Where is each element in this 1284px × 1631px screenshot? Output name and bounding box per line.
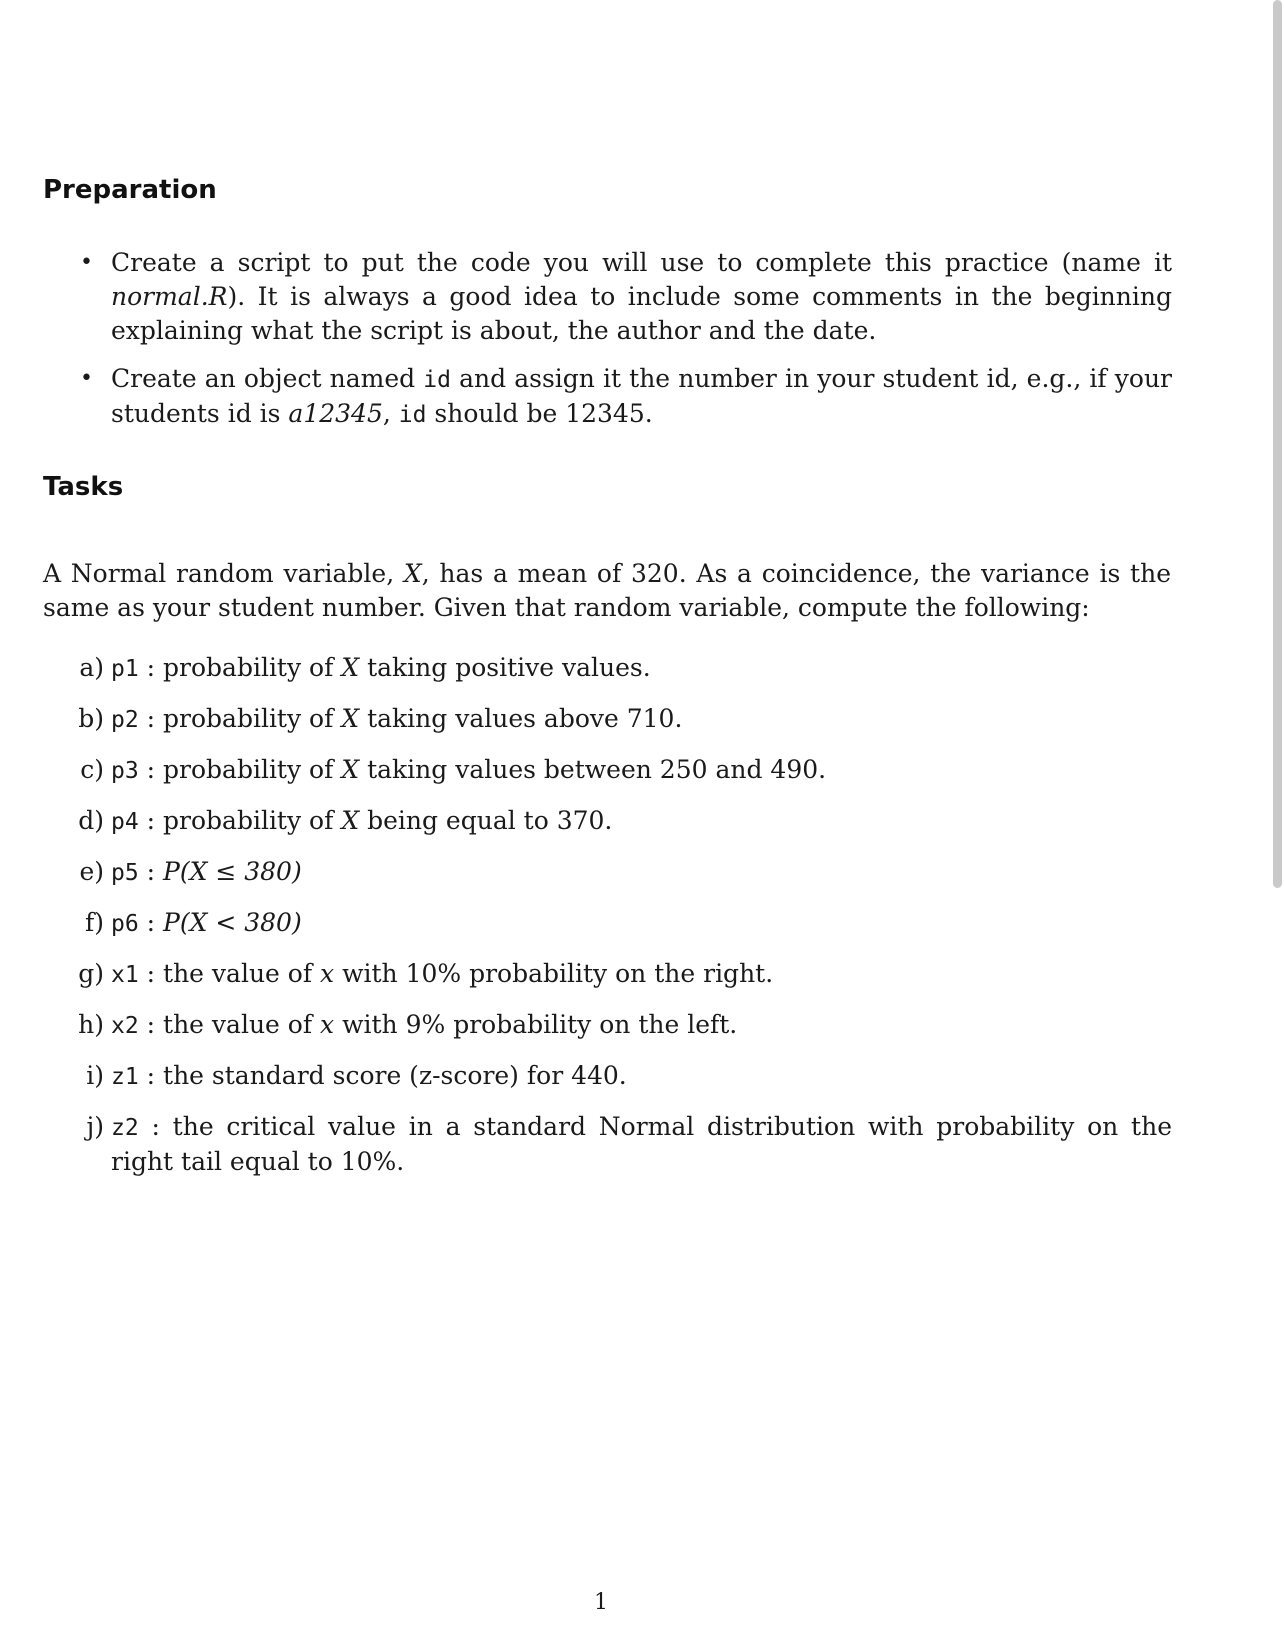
task-marker: c): [80, 755, 104, 784]
task-var: x: [320, 1010, 335, 1039]
tasks-intro-text-1: A Normal random variable,: [43, 559, 404, 588]
prep-2-text-4: should be 12345.: [426, 399, 653, 428]
task-code: x2: [111, 1013, 139, 1039]
task-text-1: probability of: [163, 653, 342, 682]
task-sep: :: [138, 653, 164, 682]
tasks-list: [70, 651, 1172, 1195]
task-text-1: probability of: [163, 704, 342, 733]
task-text-2: taking positive values.: [359, 653, 651, 682]
task-text-1: the critical value in a standard Normal distribution with probability on the right tail equal to 10%.: [111, 1112, 1172, 1176]
task-text-2: being equal to 370.: [359, 806, 613, 835]
task-item-h: [70, 1008, 1172, 1043]
task-marker: d): [78, 806, 104, 835]
task-marker: f): [84, 908, 104, 937]
prep-2-example-id: a12345: [288, 399, 383, 428]
task-item-a: [70, 651, 1172, 686]
tasks-intro-var: X: [403, 559, 422, 588]
task-text-2: with 9% probability on the left.: [334, 1010, 738, 1039]
task-marker: g): [78, 959, 104, 988]
task-var: X: [341, 704, 360, 733]
task-marker: b): [78, 704, 104, 733]
prep-2-text-3: ,: [382, 399, 399, 428]
tasks-intro: [43, 557, 1171, 625]
task-sep: :: [138, 755, 164, 784]
task-sep: :: [138, 908, 164, 937]
prep-2-text-2: and assign it the number in your student id, e.g., if your students id is: [111, 364, 1173, 428]
task-formula: P(X ≤ 380): [163, 857, 302, 886]
task-marker: e): [79, 857, 104, 886]
task-item-e: [70, 855, 1172, 890]
task-var: X: [341, 653, 360, 682]
task-sep: :: [138, 704, 164, 733]
prep-2-text-1: Create an object named: [111, 364, 424, 393]
prep-2-code-1: id: [423, 367, 451, 393]
task-code: p5: [111, 860, 139, 886]
scrollbar-thumb[interactable]: [1273, 0, 1282, 888]
task-item-i: [70, 1059, 1172, 1094]
task-text-2: taking values above 710.: [359, 704, 683, 733]
task-item-b: [70, 702, 1172, 737]
task-sep: :: [138, 806, 164, 835]
task-marker: i): [86, 1061, 104, 1090]
preparation-item-2: [70, 362, 1172, 432]
task-text-2: with 10% probability on the right.: [334, 959, 774, 988]
task-var: X: [341, 755, 360, 784]
tasks-heading: Tasks: [43, 472, 124, 502]
preparation-list: [70, 246, 1172, 446]
task-marker: a): [79, 653, 104, 682]
task-text-1: the standard score (z-score) for 440.: [163, 1061, 627, 1090]
tasks-intro-text-2: , has a mean of 320. As a coincidence, the variance is the same as your student number. Given that random variable, compute the following:: [43, 559, 1171, 622]
prep-1-text-1: Create a script to put the code you will use to complete this practice (name it: [111, 248, 1172, 277]
task-code: z1: [111, 1064, 139, 1090]
task-code: p2: [111, 707, 139, 733]
task-code: p3: [111, 758, 139, 784]
task-text-1: probability of: [163, 806, 342, 835]
prep-2-code-2: id: [398, 402, 427, 428]
task-text-2: taking values between 250 and 490.: [359, 755, 827, 784]
task-marker: j): [86, 1112, 104, 1141]
task-item-f: [70, 906, 1172, 941]
task-text-1: the value of: [163, 1010, 321, 1039]
vertical-scrollbar[interactable]: [1268, 0, 1284, 1631]
task-item-d: [70, 804, 1172, 839]
task-var: X: [341, 806, 360, 835]
task-sep: :: [138, 1112, 173, 1141]
task-sep: :: [138, 1010, 164, 1039]
preparation-heading: Preparation: [43, 175, 217, 205]
task-formula: P(X < 380): [163, 908, 302, 937]
task-code: p1: [111, 656, 139, 682]
page-number: 1: [594, 1590, 608, 1615]
task-sep: :: [138, 959, 164, 988]
task-code: p6: [111, 911, 139, 937]
task-item-g: [70, 957, 1172, 992]
task-code: z2: [111, 1115, 139, 1141]
preparation-item-1: [70, 246, 1172, 348]
task-code: p4: [111, 809, 139, 835]
bullet-icon: •: [80, 366, 93, 391]
bullet-icon: •: [80, 250, 93, 275]
prep-1-text-2: ). It is always a good idea to include some comments in the beginning explaining what the script is about, the author and the date.: [111, 282, 1172, 345]
task-sep: :: [138, 857, 164, 886]
task-code: x1: [111, 962, 139, 988]
task-text-1: probability of: [163, 755, 342, 784]
task-var: x: [320, 959, 335, 988]
task-marker: h): [78, 1010, 104, 1039]
prep-1-filename: normal.R: [111, 282, 228, 311]
task-text-1: the value of: [163, 959, 321, 988]
task-item-j: [70, 1110, 1172, 1179]
task-item-c: [70, 753, 1172, 788]
task-sep: :: [138, 1061, 164, 1090]
